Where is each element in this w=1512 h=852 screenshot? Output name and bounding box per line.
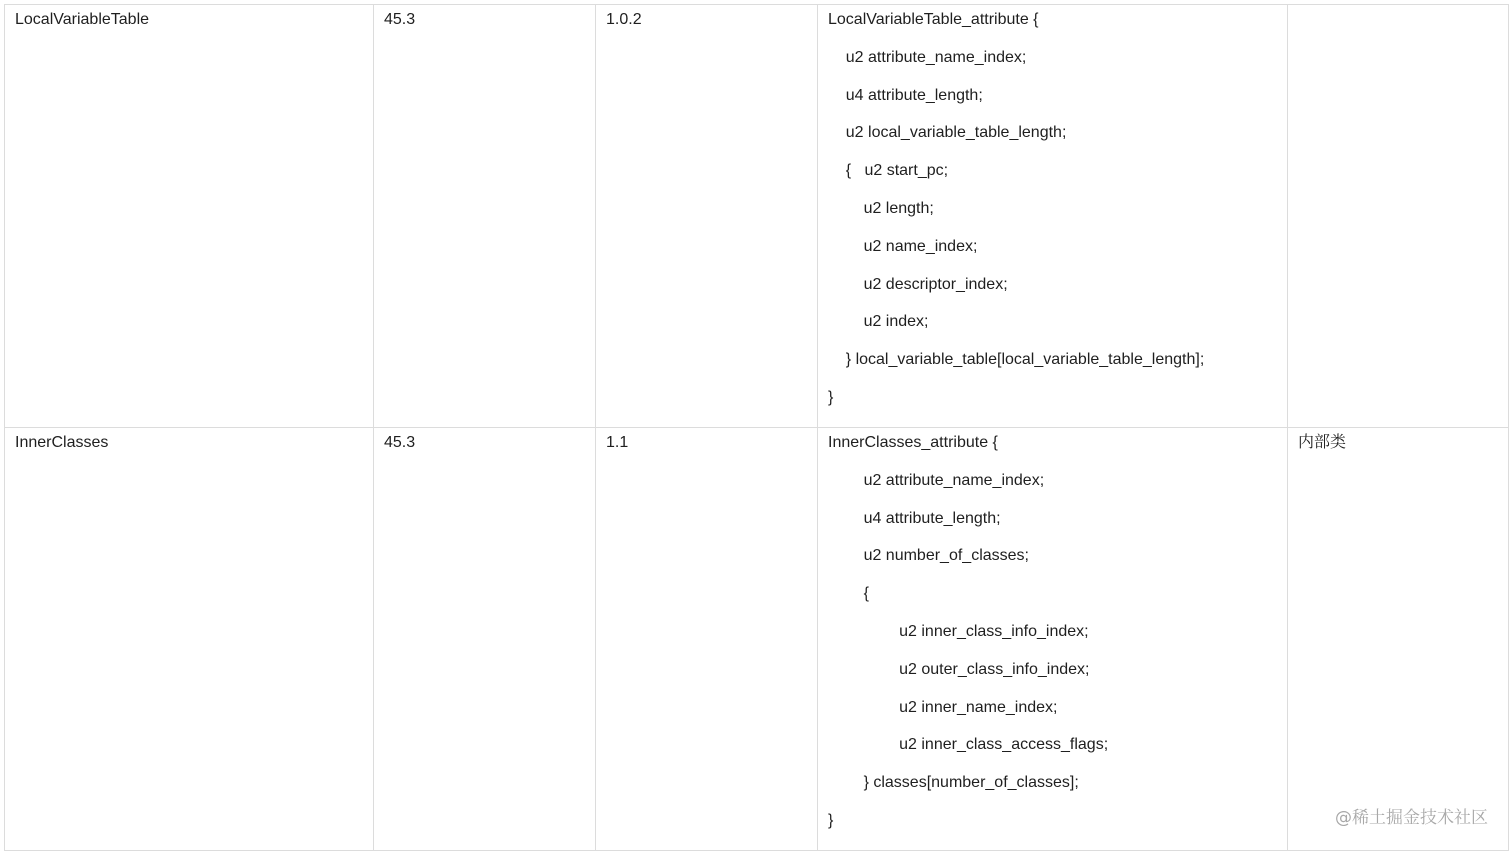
class-file-version-cell: 45.3 <box>374 428 596 851</box>
java-se-version-cell: 1.1 <box>596 428 818 851</box>
structure-cell <box>818 428 1288 851</box>
structure-line: LocalVariableTable_attribute { <box>828 11 1039 28</box>
structure-line: u2 inner_class_info_index; <box>828 622 1089 640</box>
attribute-name-cell: LocalVariableTable <box>5 5 374 428</box>
class-file-version-cell: 45.3 <box>374 5 596 428</box>
watermark: @稀土掘金技术社区 <box>1335 808 1488 828</box>
note-cell <box>1288 5 1509 428</box>
structure-line: } local_variable_table[local_variable_table_length]; <box>828 351 1205 369</box>
structure-line: u2 outer_class_info_index; <box>828 660 1090 678</box>
structure-line: u4 attribute_length; <box>828 86 983 104</box>
structure-line: u4 attribute_length; <box>828 509 1001 527</box>
attributes-table <box>4 4 1509 851</box>
structure-line: u2 name_index; <box>828 237 978 255</box>
table-row <box>5 428 1509 851</box>
structure-line: u2 attribute_name_index; <box>828 471 1045 489</box>
structure-line: u2 inner_class_access_flags; <box>828 736 1109 754</box>
java-se-version-cell: 1.0.2 <box>596 5 818 428</box>
attribute-name-cell: InnerClasses <box>5 428 374 851</box>
structure-line: u2 descriptor_index; <box>828 275 1008 293</box>
structure-line: { <box>828 585 869 603</box>
structure-line: u2 number_of_classes; <box>828 547 1029 565</box>
structure-line: u2 index; <box>828 313 929 331</box>
structure-line: u2 local_variable_table_length; <box>828 124 1067 142</box>
structure-line: u2 length; <box>828 199 934 217</box>
structure-cell <box>818 5 1288 428</box>
structure-line: } classes[number_of_classes]; <box>828 774 1079 792</box>
table-row <box>5 5 1509 428</box>
structure-line: { u2 start_pc; <box>828 162 949 180</box>
note-cell: 内部类 <box>1288 428 1509 851</box>
structure-line: InnerClasses_attribute { <box>828 434 998 451</box>
structure-line: } <box>828 811 834 829</box>
structure-line: } <box>828 388 834 406</box>
structure-line: u2 inner_name_index; <box>828 698 1058 716</box>
structure-line: u2 attribute_name_index; <box>828 48 1027 66</box>
